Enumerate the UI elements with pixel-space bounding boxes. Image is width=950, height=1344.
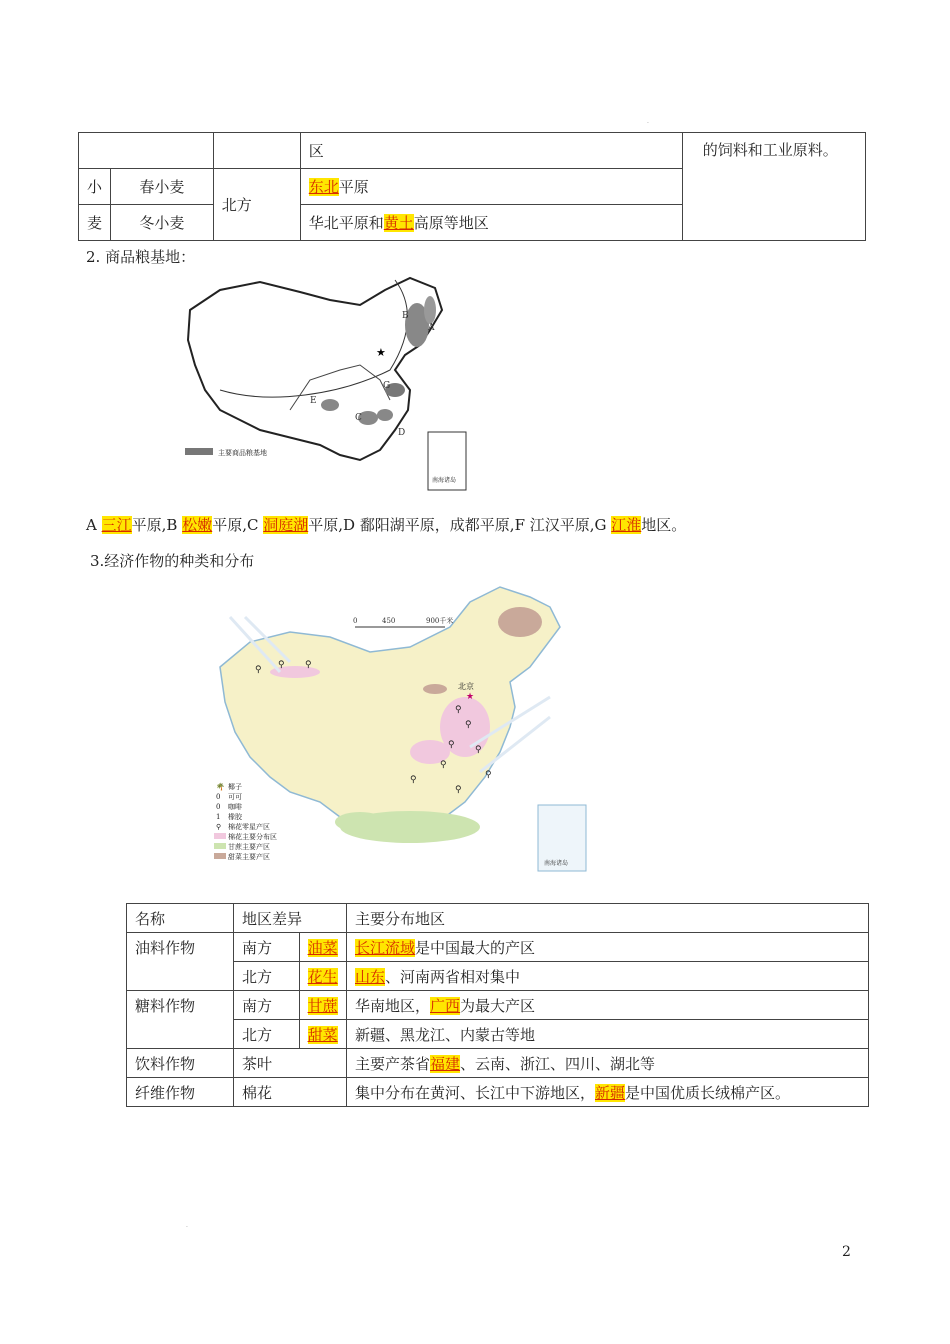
capital-star-icon: ★ [376,346,386,359]
svg-text:⚲: ⚲ [455,785,462,795]
t2-dist: 华南地区，广西为最大产区 [347,991,869,1020]
t2-dist: 山东、河南两省相对集中 [347,962,869,991]
svg-text:⚲: ⚲ [440,760,447,770]
capital-label: 北京 [458,682,474,691]
t2-header-dist: 主要分布地区 [347,904,869,933]
t2-dist: 长江流域是中国最大的产区 [347,933,869,962]
svg-text:0: 0 [216,803,221,811]
capital-star-icon: ★ [466,692,475,702]
svg-text:⚲: ⚲ [216,823,222,831]
t1-north: 北方 [213,169,300,241]
svg-text:棉花主要分布区: 棉花主要分布区 [228,833,277,841]
t1-winter-area: 华北平原和黄土高原等地区 [300,205,682,241]
svg-text:⚲: ⚲ [455,705,462,715]
map-label-b: B [402,311,409,321]
svg-text:⚲: ⚲ [465,720,472,730]
section2-heading: 2. 商品粮基地： [86,248,196,266]
map-label-c: C [355,413,362,423]
t2-header-region: 地区差异 [234,904,347,933]
t1-cell [213,133,300,169]
svg-text:⚲: ⚲ [255,665,262,675]
t2-region: 北方 [234,1020,300,1049]
t2-dist: 集中分布在黄河、长江中下游地区，新疆是中国优质长绒棉产区。 [347,1078,869,1107]
t2-name: 油料作物 [127,933,234,991]
grain-base-map [180,270,470,492]
t2-region: 南方 [234,991,300,1020]
svg-text:⚲: ⚲ [448,740,455,750]
map-label-a: A [428,323,435,333]
t2-region: 茶叶 [234,1049,347,1078]
crops-table [126,903,869,1107]
svg-text:甘蔗主要产区: 甘蔗主要产区 [228,843,270,851]
t1-spring-area: 东北平原 [300,169,682,205]
scale-450: 450 [382,617,396,625]
page-number: 2 [842,1244,851,1260]
t2-crop: 甘蔗 [299,991,346,1020]
t2-crop: 花生 [299,962,346,991]
t2-crop: 油菜 [299,933,346,962]
svg-text:⚲: ⚲ [305,660,312,670]
t2-region: 北方 [234,962,300,991]
map-legend-label: 主要商品粮基地 [218,449,267,457]
svg-text:1: 1 [216,813,221,821]
svg-text:椰子: 椰子 [228,783,242,791]
svg-text:⚲: ⚲ [410,775,417,785]
scale-900: 900千米 [426,617,454,625]
t1-wheat-label: 小 [79,169,111,205]
t2-region: 棉花 [234,1078,347,1107]
dot-mark: . [186,1222,188,1229]
t2-name: 糖料作物 [127,991,234,1049]
t1-area-cell: 区 [300,133,682,169]
t2-region: 南方 [234,933,300,962]
t1-cell [79,133,214,169]
svg-text:⚲: ⚲ [475,745,482,755]
t1-use-cell: 的饲料和工业原料。 [682,133,865,241]
economic-crops-map [210,577,590,873]
map-label-d: D [398,428,406,438]
t2-name: 纤维作物 [127,1078,234,1107]
grain-base-answer: A 三江平原,B 松嫩平原,C 洞庭湖平原,D 鄱阳湖平原，成都平原,F 江汉平原,G 江淮地区。 [86,516,687,534]
t1-spring-wheat: 春小麦 [111,169,214,205]
t2-dist: 新疆、黑龙江、内蒙古等地 [347,1020,869,1049]
t2-crop: 甜菜 [299,1020,346,1049]
t2-name: 饮料作物 [127,1049,234,1078]
legend-swatch [185,448,213,455]
t1-wheat-label-2: 麦 [79,205,111,241]
section3-heading: 3.经济作物的种类和分布 [90,552,255,570]
dot-mark: . [647,118,649,125]
svg-text:0: 0 [216,793,221,801]
grain-table [78,132,866,241]
t2-dist: 主要产茶省福建、云南、浙江、四川、湖北等 [347,1049,869,1078]
svg-text:可可: 可可 [228,793,242,801]
scale-0: 0 [353,617,358,625]
svg-text:🌴: 🌴 [216,783,225,791]
svg-text:橡胶: 橡胶 [228,813,242,821]
svg-text:⚲: ⚲ [485,770,492,780]
map-inset-label: 南海诸岛 [432,477,457,484]
t2-header-name: 名称 [127,904,234,933]
crops-inset-label: 南海诸岛 [544,860,569,867]
svg-text:棉花零星产区: 棉花零星产区 [228,823,270,831]
svg-text:咖啡: 咖啡 [228,803,242,811]
svg-text:⚲: ⚲ [278,660,285,670]
map-label-e: E [310,396,317,406]
svg-text:甜菜主要产区: 甜菜主要产区 [228,853,270,861]
t1-winter-wheat: 冬小麦 [111,205,214,241]
map-label-g: G [383,381,391,391]
